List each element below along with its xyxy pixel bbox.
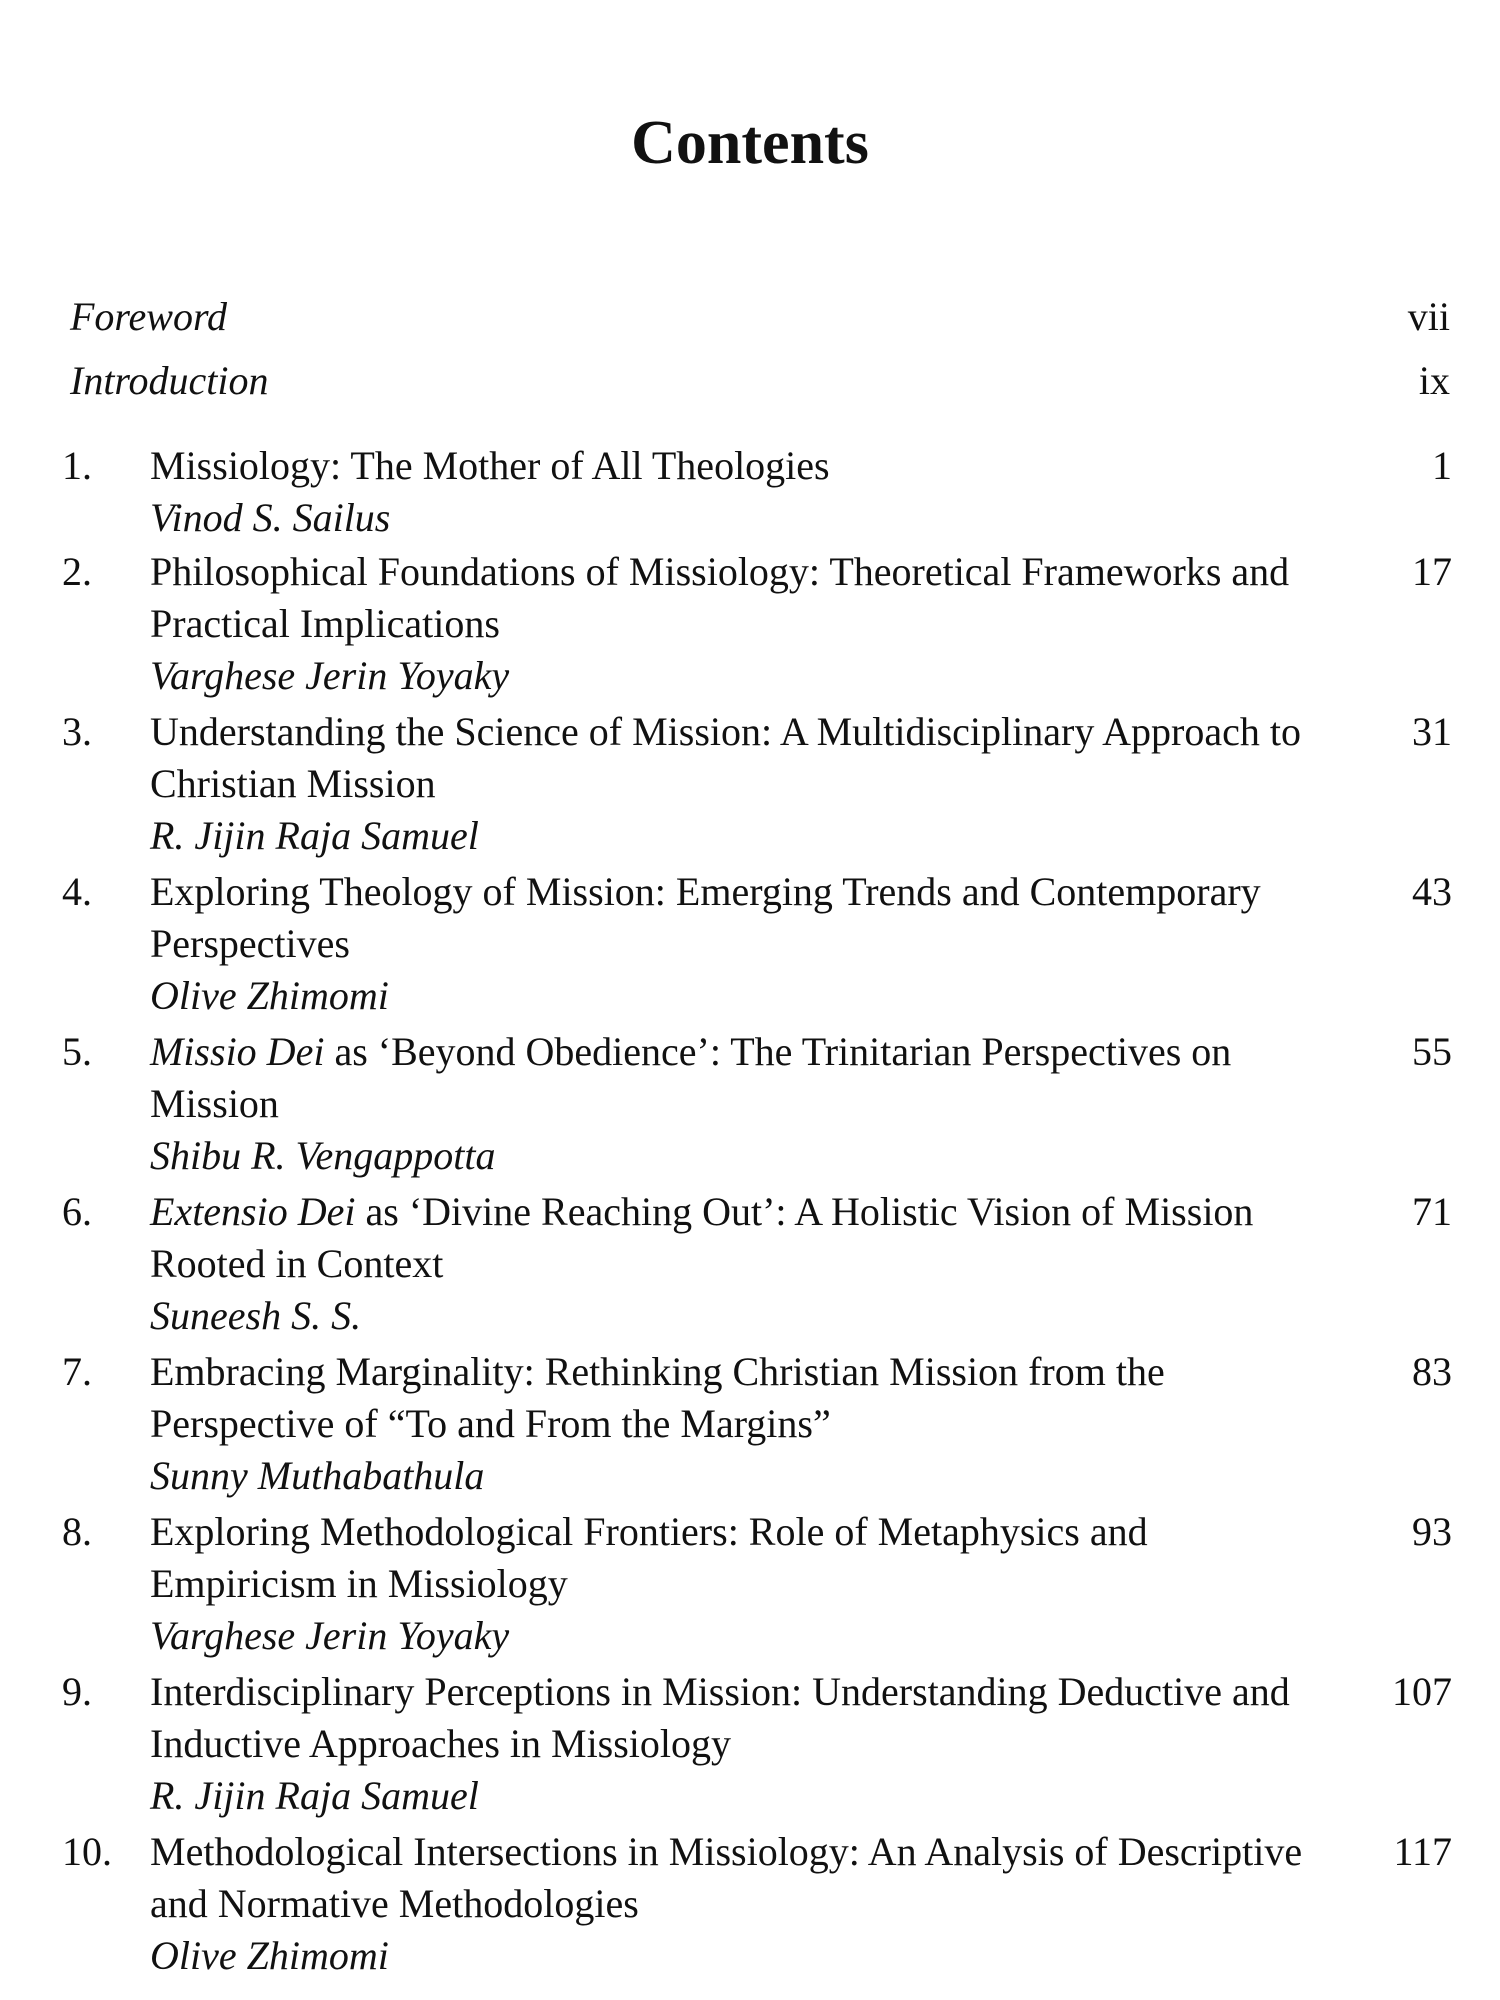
chapter-title: [150, 440, 1325, 492]
chapter-title: [150, 1346, 1325, 1450]
chapter-title-text: as ‘Beyond Obedience’: The Trinitarian Perspectives on Mission: [150, 1029, 1232, 1126]
chapter-author: Varghese Jerin Yoyaky: [150, 1613, 510, 1658]
chapter-title: [150, 1506, 1325, 1610]
chapter-page: 55: [1412, 1029, 1452, 1074]
chapter-author: R. Jijin Raja Samuel: [150, 1773, 479, 1818]
chapter-page: 31: [1412, 709, 1452, 754]
chapter-title: [150, 1186, 1325, 1290]
chapter-author: Olive Zhimomi: [150, 1933, 389, 1978]
front-matter-label: Introduction: [70, 358, 269, 403]
chapter-author: Olive Zhimomi: [150, 973, 389, 1018]
chapter-body: [150, 1026, 1325, 1182]
chapter-page: 17: [1412, 549, 1452, 594]
chapter-title-text: Interdisciplinary Perceptions in Mission: Understanding Deductive and Inductive Approaches in Missiology: [150, 1669, 1290, 1766]
chapter-page: 43: [1412, 869, 1452, 914]
chapter-body: [150, 1826, 1325, 1982]
chapter-page: 107: [1392, 1669, 1452, 1714]
chapter-title-text: Missiology: The Mother of All Theologies: [150, 443, 830, 488]
chapter-body: [150, 1346, 1325, 1502]
chapter-page: 1: [1432, 443, 1452, 488]
chapter-body: [150, 1186, 1325, 1342]
chapter-title-text: Exploring Methodological Frontiers: Role of Metaphysics and Empiricism in Missiology: [150, 1509, 1148, 1606]
chapter-title-text: Understanding the Science of Mission: A Multidisciplinary Approach to Christian Mission: [150, 709, 1301, 806]
front-matter-page: vii: [1407, 294, 1450, 339]
chapter-author: Suneesh S. S.: [150, 1293, 362, 1338]
chapter-number: 8.: [62, 1509, 92, 1554]
chapter-page: 83: [1412, 1349, 1452, 1394]
chapter-page: 117: [1393, 1829, 1452, 1874]
chapter-author: Shibu R. Vengappotta: [150, 1133, 496, 1178]
chapter-body: [150, 440, 1325, 544]
chapter-title: [150, 1666, 1325, 1770]
chapter-title-italic: Missio Dei: [150, 1029, 325, 1074]
chapter-number: 2.: [62, 549, 92, 594]
chapter-author: R. Jijin Raja Samuel: [150, 813, 479, 858]
chapter-author: Vinod S. Sailus: [150, 495, 391, 540]
chapter-number: 4.: [62, 869, 92, 914]
chapter-page: 93: [1412, 1509, 1452, 1554]
chapter-title: [150, 866, 1325, 970]
chapter-number: 3.: [62, 709, 92, 754]
chapter-author: Varghese Jerin Yoyaky: [150, 653, 510, 698]
front-matter-page: ix: [1418, 358, 1450, 403]
chapter-number: 10.: [62, 1829, 112, 1874]
page-title: Contents: [631, 109, 869, 177]
chapter-title: [150, 546, 1325, 650]
chapter-body: [150, 1666, 1325, 1822]
chapter-title-italic: Extensio Dei: [150, 1189, 356, 1234]
chapter-title: [150, 1026, 1325, 1130]
chapter-title-text: Methodological Intersections in Missiology: An Analysis of Descriptive and Normative Methodologies: [150, 1829, 1303, 1926]
front-matter-label: Foreword: [70, 294, 228, 339]
chapter-number: 5.: [62, 1029, 92, 1074]
chapter-title: [150, 706, 1325, 810]
chapter-title-text: Exploring Theology of Mission: Emerging Trends and Contemporary Perspectives: [150, 869, 1261, 966]
chapter-body: [150, 866, 1325, 1022]
chapter-number: 9.: [62, 1669, 92, 1714]
chapter-body: [150, 546, 1325, 702]
chapter-number: 6.: [62, 1189, 92, 1234]
chapter-title-text: as ‘Divine Reaching Out’: A Holistic Vision of Mission Rooted in Context: [150, 1189, 1254, 1286]
chapter-author: Sunny Muthabathula: [150, 1453, 485, 1498]
chapter-page: 71: [1412, 1189, 1452, 1234]
chapter-title-text: Philosophical Foundations of Missiology: Theoretical Frameworks and Practical Implications: [150, 549, 1290, 646]
chapter-title: [150, 1826, 1325, 1930]
chapter-body: [150, 706, 1325, 862]
chapter-body: [150, 1506, 1325, 1662]
chapter-title-text: Embracing Marginality: Rethinking Christian Mission from the Perspective of “To and From the Margins”: [150, 1349, 1165, 1446]
chapter-number: 1.: [62, 443, 92, 488]
chapter-number: 7.: [62, 1349, 92, 1394]
